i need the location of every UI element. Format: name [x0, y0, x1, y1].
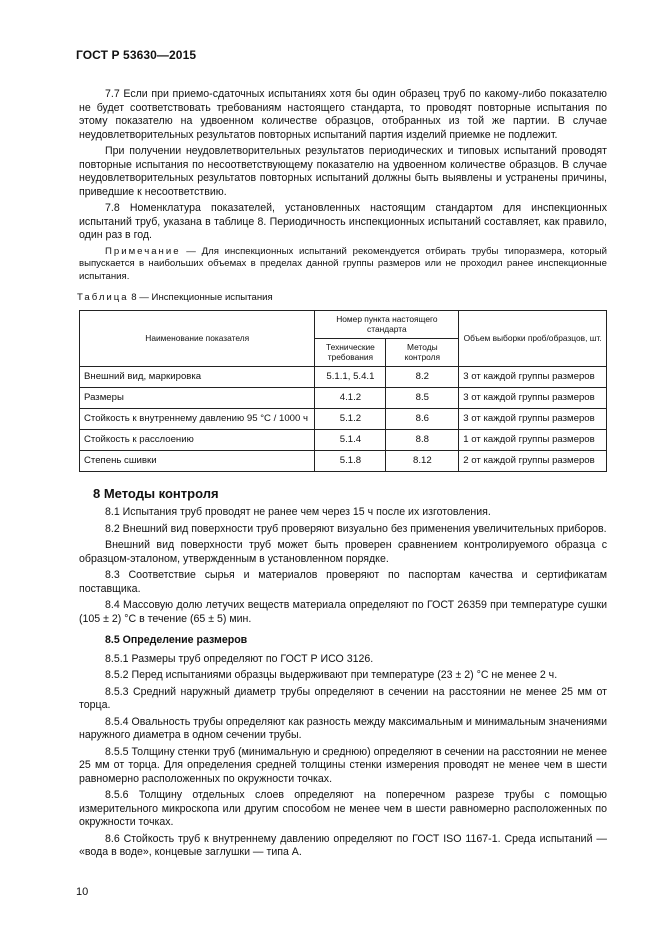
note-label: Примечание [105, 245, 181, 257]
row-method: 8.2 [386, 366, 459, 387]
table-caption-text: 8 — Инспекционные испытания [128, 292, 273, 303]
row-sample: 2 от каждой группы размеров [459, 450, 607, 471]
row-tech: 5.1.2 [315, 408, 386, 429]
paragraph-8-5-2: 8.5.2 Перед испытаниями образцы выдерживают при температуре (23 ± 2) °С не менее 2 ч. [105, 669, 558, 681]
row-tech: 5.1.4 [315, 429, 386, 450]
page-number: 10 [76, 886, 89, 898]
row-method: 8.12 [386, 450, 459, 471]
note-text: — Для инспекционных испытаний рекомендуется отбирать трубы типоразмера, который выпускается в наибольших объемах в пределах данной группы размеров или не проходил ранее инспекционные испытания. [79, 245, 607, 282]
paragraph-repeat-tests: При получении неудовлетворительных результатов периодических и типовых испытаний проводят повторные испытания по несоответствующему показателю на удвоенном количестве образцов. В случае неудовлетворительных результатов повторных испытаний должны быть выявлены и устранены причины, приведшие к несоответствию. [79, 145, 607, 198]
paragraph-8-2: 8.2 Внешний вид поверхности труб проверяют визуально без применения увеличительных приборов. [105, 522, 607, 535]
inspection-table [79, 310, 607, 472]
table-row [80, 387, 607, 408]
header-methods: Методы контроля [386, 338, 459, 366]
paragraph-8-5-3: 8.5.3 Средний наружный диаметр трубы определяют в сечении на расстоянии не менее 25 мм от торца. [79, 685, 607, 711]
row-sample: 3 от каждой группы размеров [459, 366, 607, 387]
header-tech-req: Технические требования [315, 338, 386, 366]
row-name: Стойкость к внутреннему давлению 95 °С / 1000 ч [80, 408, 315, 429]
row-name: Степень сшивки [80, 450, 315, 471]
row-sample: 3 от каждой группы размеров [459, 387, 607, 408]
section-8-heading: 8 Методы контроля [93, 485, 219, 501]
paragraph-8-5-6: 8.5.6 Толщину отдельных слоев определяют на поперечном разрезе трубы с помощью измерительного микроскопа или другим способом не менее чем в шести равномерно расположенных по окружности точках. [79, 789, 607, 828]
paragraph-8-5-5: 8.5.5 Толщину стенки труб (минимальную и среднюю) определяют в сечении на расстоянии не менее 25 мм от торца. Для определения средней толщины стенки измерения проводят не менее чем в шести равномерно расположенных по окружности точках. [79, 745, 607, 785]
table-caption [77, 291, 607, 305]
row-tech: 5.1.8 [315, 450, 386, 471]
paragraph-7-8: 7.8 Номенклатура показателей, установленных настоящим стандартом для инспекционных испытаний труб, указана в таблице 8. Периодичность инспекционных испытаний составляет, как правило, один раз в год. [79, 202, 607, 241]
paragraph-8-4: 8.4 Массовую долю летучих веществ материала определяют по ГОСТ 26359 при температуре сушки (105 ± 2) °С в течение (65 ± 5) мин. [79, 599, 607, 625]
table-row [80, 450, 607, 471]
row-tech: 5.1.1, 5.4.1 [315, 366, 386, 387]
paragraph-8-1: 8.1 Испытания труб проводят не ранее чем через 15 ч после их изготовления. [105, 506, 491, 518]
page-content [79, 88, 607, 863]
header-sample: Объем выборки проб/образцов, шт. [459, 310, 607, 366]
paragraph-8-3: 8.3 Соответствие сырья и материалов проверяют по паспортам качества и сертификатам поставщика. [79, 569, 607, 595]
row-sample: 1 от каждой группы размеров [459, 429, 607, 450]
row-name: Размеры [80, 387, 315, 408]
row-name: Внешний вид, маркировка [80, 366, 315, 387]
paragraph-7-7: 7.7 Если при приемо-сдаточных испытаниях хотя бы один образец труб по какому-либо показателю не будет соответствовать требованиям настоящего стандарта, то проводят повторные испытания по этому показателю на удвоенном количестве образцов, отобранных из той же партии. В случае неудовлетворительных результатов повторных испытаний партия изделий приемке не подлежит. [79, 88, 607, 141]
note [79, 246, 607, 284]
document-header: ГОСТ Р 53630—2015 [76, 48, 197, 62]
section-8-5-heading: 8.5 Определение размеров [105, 634, 248, 646]
row-method: 8.8 [386, 429, 459, 450]
paragraph-8-5-4: 8.5.4 Овальность трубы определяют как разность между максимальным и минимальным значениями наружного диаметра в одном сечении трубы. [79, 715, 607, 741]
paragraph-8-2-b: Внешний вид поверхности труб может быть проверен сравнением контролируемого образца с образцом-эталоном, утвержденным в установленном порядке. [79, 539, 607, 565]
row-method: 8.6 [386, 408, 459, 429]
row-name: Стойкость к расслоению [80, 429, 315, 450]
paragraph-8-5-1: 8.5.1 Размеры труб определяют по ГОСТ Р ИСО 3126. [105, 652, 374, 665]
table-row [80, 366, 607, 387]
table-caption-label: Таблица [77, 292, 129, 303]
header-name: Наименование показателя [80, 310, 315, 366]
row-tech: 4.1.2 [315, 387, 386, 408]
header-clause-group: Номер пункта настоящего стандарта [315, 310, 459, 338]
table-row [80, 429, 607, 450]
table-row [80, 408, 607, 429]
row-sample: 3 от каждой группы размеров [459, 408, 607, 429]
row-method: 8.5 [386, 387, 459, 408]
paragraph-8-6: 8.6 Стойкость труб к внутреннему давлению определяют по ГОСТ ISO 1167-1. Среда испытаний — «вода в воде», концевые заглушки — типа А. [79, 832, 607, 858]
